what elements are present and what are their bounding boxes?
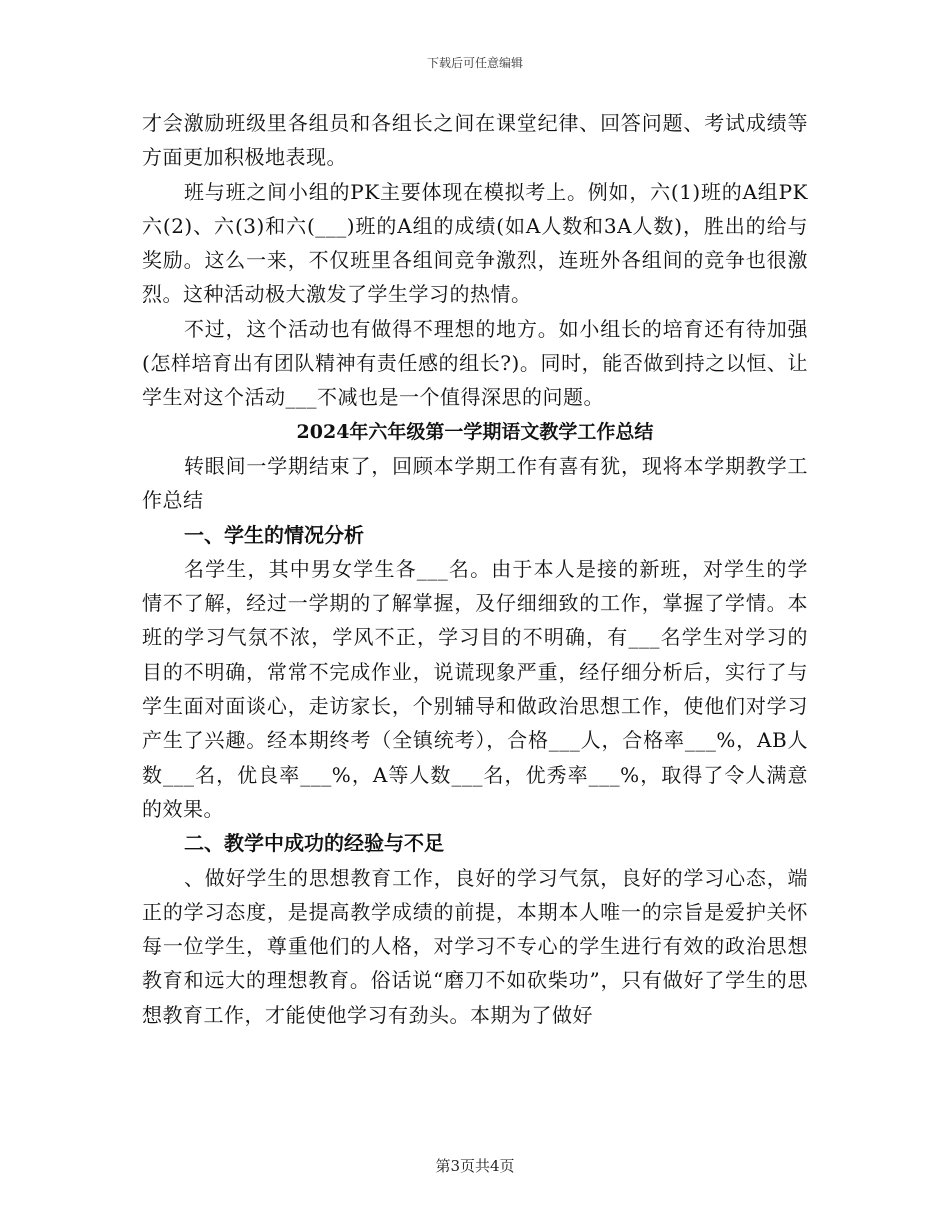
document-body — [142, 106, 808, 1032]
heading-experience: 二、教学中成功的经验与不足 — [184, 831, 444, 856]
paragraph-continuation: 才会激励班级里各组员和各组长之间在课堂纪律、回答问题、考试成绩等方面更加积极地表现。 — [142, 111, 808, 170]
page-footer: 第3页共4页 — [435, 1157, 515, 1175]
paragraph-student-analysis: 名学生，其中男女学生各___名。由于本人是接的新班，对学生的学情不了解，经过一学期的了解掌握，及仔细细致的工作，掌握了学情。本班的学习气氛不浓，学风不正，学习目的不明确，有___名学生对学习的目的不明确，常常不完成作业，说谎现象严重，经仔细分析后，实行了与学生面对面谈心，走访家长，个别辅导和做政治思想工作，使他们对学习产生了兴趣。经本期终考（全镇统考），合格___人，合格率___%，AB人数___名，优良率___%，A等人数___名，优秀率___%，取得了令人满意的效果。 — [142, 556, 808, 821]
paragraph-shortcomings: 不过，这个活动也有做得不理想的地方。如小组长的培育还有待加强(怎样培育出有团队精神有责任感的组长?)。同时，能否做到持之以恒、让学生对这个活动___不减也是一个值得深思的问题。 — [142, 316, 808, 410]
paragraph-intro: 转眼间一学期结束了，回顾本学期工作有喜有犹，现将本学期教学工作总结 — [142, 453, 808, 513]
paragraph-experience: 、做好学生的思想教育工作，良好的学习气氛，良好的学习心态，端正的学习态度，是提高教学成绩的前提，本期本人唯一的宗旨是爱护关怀每一位学生，尊重他们的人格，对学习不专心的学生进行有效的政治思想教育和远大的理想教育。俗话说“磨刀不如砍柴功”，只有做好了学生的思想教育工作，才能使他学习有劲头。本期为了做好 — [142, 865, 808, 1027]
page-header: 下载后可任意编辑 — [426, 56, 523, 70]
section-title: 2024年六年级第一学期语文教学工作总结 — [296, 420, 654, 443]
heading-student-analysis: 一、学生的情况分析 — [184, 522, 364, 547]
paragraph-pk-competition: 班与班之间小组的PK主要体现在模拟考上。例如，六(1)班的A组PK六(2)、六(3)和六(___)班的A组的成绩(如A人数和3A人数)，胜出的给与奖励。这么一来，不仅班里各组间竞争激烈，连班外各组间的竞争也很激烈。这种活动极大激发了学生学习的热情。 — [142, 179, 808, 307]
